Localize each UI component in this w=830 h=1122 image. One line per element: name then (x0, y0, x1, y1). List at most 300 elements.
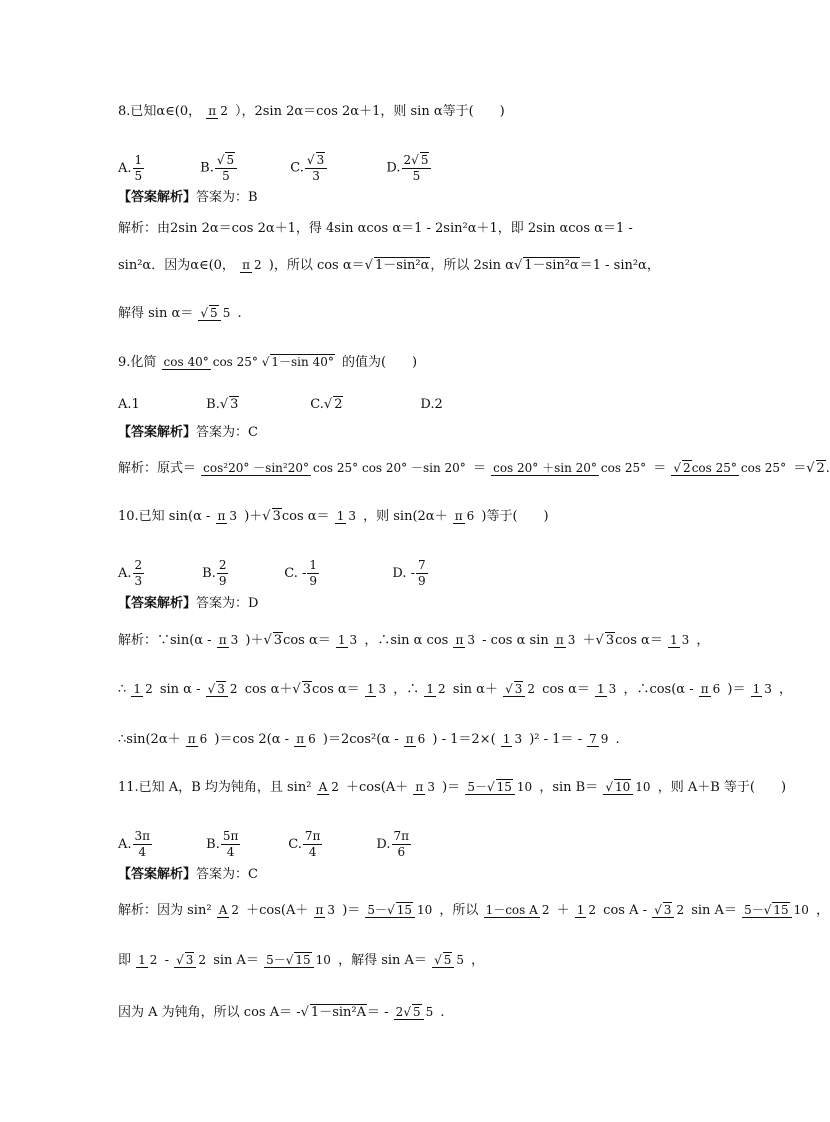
numerator: π (454, 509, 463, 523)
numerator: √ 5 (198, 306, 220, 321)
radicand: 15 (773, 903, 789, 917)
denominator: 10 (417, 903, 433, 917)
denominator: 10 (793, 903, 809, 917)
solution-text: - (164, 953, 169, 968)
radicand: 2 (683, 461, 691, 475)
fraction (174, 952, 208, 970)
denominator: 6 (397, 845, 406, 859)
solution-text: ，解得 sin A＝ (338, 953, 427, 968)
denominator: 3 (427, 780, 435, 794)
q8-option-b (200, 152, 286, 184)
denominator: 2 (229, 682, 238, 696)
denominator: 2 (676, 903, 685, 917)
radicand: 3 (316, 153, 325, 167)
numerator: 1 (138, 953, 146, 967)
numerator: 1 (337, 633, 346, 647)
denominator: 2 (220, 104, 228, 118)
radicand: 2 (816, 461, 825, 476)
q8-stem (118, 103, 505, 121)
option-label: A. (118, 566, 132, 581)
denominator: 3 (349, 633, 358, 647)
denominator: 2 (438, 682, 446, 696)
solution-text: ＋cos(A＋ (246, 903, 309, 918)
equals: ＝ (653, 461, 667, 476)
fraction (240, 257, 264, 275)
radicand: 1－sin²α (524, 258, 579, 273)
numerator: cos 20° ＋sin 20° (493, 461, 597, 475)
numerator: π (242, 258, 250, 272)
numerator: √ 10 (603, 780, 633, 795)
solution-text: . (615, 732, 620, 747)
numerator: 1 (576, 903, 585, 917)
denominator: 2 (588, 903, 597, 917)
numerator: 1 (502, 732, 511, 746)
fraction (465, 779, 534, 797)
denominator: 4 (226, 845, 235, 859)
numerator: 1 (366, 682, 375, 696)
num-text: 5－ (266, 953, 286, 967)
q8-option-a (118, 153, 196, 184)
num-text: 2 (395, 1005, 404, 1019)
solution-text: )＝2cos²(α - (322, 732, 399, 747)
option-label: C. (310, 397, 324, 412)
num-text: cos 25° (691, 461, 737, 475)
radicand: 1－sin²α (374, 258, 430, 273)
fraction (136, 952, 159, 970)
numerator: √ 3 (305, 152, 327, 169)
numerator: π (700, 682, 709, 696)
solution-text: ∴ (118, 682, 127, 697)
solution-text: sin²α．因为α∈(0， (118, 258, 235, 273)
q10-solution-line-2 (118, 681, 792, 699)
fraction (206, 681, 240, 699)
denominator: 3 (514, 732, 523, 746)
num-text: 5－ (367, 903, 388, 917)
solution-text: sin A＝ (213, 953, 259, 968)
radicand: 3 (663, 903, 672, 917)
q10-stem (118, 508, 549, 526)
fraction (575, 902, 598, 920)
option-label: A.1 (118, 397, 140, 412)
solution-text: )＝ (727, 682, 746, 697)
q10-solution-line-1 (118, 632, 709, 650)
solution-text: sin α - (159, 682, 201, 697)
numerator: π (555, 633, 564, 647)
q11-solution-line-1 (118, 902, 829, 920)
solution-text: )＝ (342, 903, 361, 918)
option-label: B. (206, 837, 220, 852)
q9-stem (118, 354, 417, 372)
denominator: 5 (456, 953, 465, 967)
numerator: 1 (752, 682, 761, 696)
numerator: 1－cos A (485, 903, 538, 917)
q9-solution (118, 460, 830, 478)
den-text: cos 25° (212, 355, 258, 369)
fraction (413, 779, 437, 797)
q11-answer (118, 866, 258, 884)
denominator: 6 (199, 732, 208, 746)
q8-options (118, 152, 432, 183)
solution-text: cos α＝ (283, 633, 331, 648)
fraction (133, 153, 145, 184)
numerator: 2√ 5 (402, 152, 432, 169)
q11-option-c (288, 829, 372, 860)
numerator: √ 3 (503, 682, 525, 697)
numerator: 2 (134, 558, 143, 572)
solution-text: ，∴ (393, 682, 420, 697)
radicand: 3 (272, 509, 281, 524)
fraction (221, 829, 241, 860)
fraction (335, 508, 358, 526)
solution-text: ， (471, 953, 485, 968)
answer-value: 答案为：C (196, 867, 258, 882)
radicand: 3 (273, 633, 283, 648)
denominator: 10 (635, 780, 651, 794)
fraction (336, 632, 359, 650)
numerator: A (318, 780, 328, 794)
answer-header: 【答案解析】 (118, 867, 197, 882)
numerator: cos 40° (163, 355, 209, 369)
numerator: 7π (393, 829, 410, 843)
denominator: 5 (412, 169, 421, 183)
fraction (162, 354, 337, 372)
denominator: 2 (253, 258, 262, 272)
numerator: √ 2cos 25° (673, 461, 737, 475)
fraction (303, 829, 323, 860)
q9-answer (118, 424, 258, 442)
numerator: √ 5 (432, 953, 454, 968)
radicand: 5 (210, 306, 218, 320)
numerator: π (315, 903, 324, 917)
numerator: 5－√ 15 (742, 903, 792, 918)
q9-stem-text: 9.化简 (118, 355, 157, 370)
fraction (133, 558, 145, 589)
radicand: 1－sin 40° (271, 355, 334, 369)
q9-options (118, 396, 443, 414)
numerator: π (415, 780, 424, 794)
solution-text: sin α＋ (452, 682, 498, 697)
denominator: 3 (230, 633, 239, 647)
fraction (453, 508, 477, 526)
radicand: 15 (295, 953, 311, 967)
sqrt: √ 3 (263, 633, 283, 648)
answer-value: 答案为：C (196, 425, 258, 440)
numerator: π (218, 633, 227, 647)
fraction (314, 902, 338, 920)
denominator: 5 (134, 168, 143, 183)
numerator: π (405, 732, 414, 746)
answer-header: 【答案解析】 (118, 425, 197, 440)
fraction (424, 681, 447, 699)
option-label: C. (290, 160, 304, 176)
numerator: √ 3 (174, 953, 196, 968)
denominator: 5 (222, 169, 230, 183)
solution-text: 因为 A 为钝角，所以 cos A＝ - (118, 1005, 301, 1020)
denominator: 2 (527, 682, 536, 696)
solution-text: - cos α sin (482, 633, 549, 648)
denominator: 3 (378, 682, 387, 696)
numerator: 2√ 5 (394, 1005, 424, 1020)
num-text: 5－ (744, 903, 764, 917)
numerator: cos²20° －sin²20° (203, 461, 309, 475)
fraction (652, 902, 686, 920)
solution-text: )² - 1＝ - (529, 732, 582, 747)
numerator: √ 3 (652, 903, 674, 918)
denominator: cos 25° cos 20° －sin 20° (312, 461, 466, 475)
numerator: A (218, 903, 228, 917)
q9-option-a (118, 396, 202, 414)
denominator: 2 (331, 780, 339, 794)
denominator: cos 25° (740, 461, 787, 475)
denominator: 9 (218, 574, 227, 588)
q11-stem-text: ，则 A＋B 等于( ) (657, 780, 787, 795)
solution-text: ， (816, 903, 830, 918)
fraction (365, 902, 434, 920)
numerator: 5－√ 15 (365, 903, 415, 918)
fraction (206, 103, 230, 121)
q10-stem-text: cos α＝ (281, 509, 330, 524)
solution-text: ， (696, 633, 710, 648)
solution-text: ＝1 - sin²α， (579, 258, 660, 273)
q8-stem-text: 8.已知α∈(0， (118, 104, 202, 119)
denominator: 6 (466, 509, 475, 523)
fraction (392, 829, 412, 860)
option-label: A. (118, 837, 132, 852)
q11-solution-line-3 (118, 1004, 445, 1022)
numerator: π (208, 104, 217, 118)
option-label: D. (376, 837, 391, 852)
denominator: 3 (229, 509, 238, 523)
option-label: B. (200, 160, 214, 176)
radicand: 3 (605, 633, 615, 648)
fraction (186, 731, 210, 749)
solution-text: ＝ - (367, 1005, 389, 1020)
radicand: 3 (514, 682, 523, 696)
denominator: 4 (138, 845, 147, 859)
radicand: 15 (396, 903, 412, 917)
solution-text: 即 (118, 953, 132, 968)
numerator: √ 5 (215, 152, 237, 169)
solution-text: ＋ (582, 633, 596, 648)
solution-text: 解得 sin α＝ (118, 306, 194, 321)
fraction (416, 558, 428, 589)
fraction (751, 681, 774, 699)
q10-stem-text: ，则 sin(2α＋ (363, 509, 448, 524)
numerator: 5－√ 15 (264, 953, 314, 968)
fraction (217, 558, 229, 589)
fraction (503, 681, 537, 699)
denominator: 2 (198, 953, 207, 967)
radicand: 3 (230, 397, 239, 412)
radicand: 10 (615, 780, 631, 794)
fraction (453, 632, 477, 650)
num-text: 5－ (467, 780, 487, 794)
fraction (595, 681, 618, 699)
fraction (217, 902, 241, 920)
q10-stem-text: )等于( ) (481, 509, 549, 524)
q8-solution-line-3 (118, 305, 242, 323)
numerator: 7 (589, 732, 597, 746)
radicand: 5 (420, 153, 429, 167)
sqrt: √ 3 (595, 633, 615, 648)
radicand: 5 (443, 953, 452, 967)
solution-text: 解析：原式＝ (118, 461, 197, 476)
denominator: 3 (348, 509, 356, 523)
radicand: 3 (217, 682, 225, 696)
solution-text: . (825, 461, 830, 476)
q8-option-d (386, 152, 432, 184)
solution-text: cos α＝ (542, 682, 590, 697)
radicand: 3 (185, 953, 194, 967)
solution-text: cos α＋ (244, 682, 293, 697)
solution-text: ，所以 (439, 903, 479, 918)
solution-text: cos α＝ (615, 633, 663, 648)
numerator: 1 (669, 633, 678, 647)
numerator: 7π (304, 829, 321, 843)
denominator: 6 (712, 682, 721, 696)
q11-stem-text: )＝ (442, 780, 461, 795)
q10-option-b (202, 558, 280, 589)
q10-option-d (392, 558, 428, 589)
option-label: D. - (392, 566, 416, 581)
solution-text: ＋ (556, 903, 570, 918)
denominator: 3 (681, 633, 690, 647)
denominator: 5 (425, 1005, 434, 1019)
q11-solution-line-2 (118, 952, 484, 970)
numerator: 1 (426, 682, 435, 696)
fraction (484, 902, 552, 920)
denominator: 3 (327, 903, 336, 917)
solution-text: )＝cos 2(α - (214, 732, 290, 747)
q11-options (118, 829, 412, 859)
sqrt: √ 3 (262, 509, 281, 524)
answer-header: 【答案解析】 (118, 190, 197, 205)
option-label: D.2 (420, 397, 443, 412)
q8-solution-line-2 (118, 257, 660, 275)
option-label: B. (206, 397, 220, 412)
q10-option-a (118, 558, 198, 589)
fraction (671, 460, 788, 478)
fraction (404, 731, 428, 749)
numerator: √ 3 (206, 682, 228, 697)
solution-text: ，∴sin α cos (364, 633, 449, 648)
solution-text: ) - 1＝2×( (432, 732, 496, 747)
q11-stem (118, 779, 786, 797)
denominator: 10 (315, 953, 331, 967)
fraction (432, 952, 466, 970)
answer-value: 答案为：D (196, 596, 259, 611)
q11-stem-text: ＋cos(A＋ (346, 780, 409, 795)
option-label: A. (118, 160, 132, 176)
fraction (294, 731, 318, 749)
solution-text: 解析：因为 sin² (118, 903, 212, 918)
fraction (215, 152, 237, 184)
numerator: 1 (309, 558, 318, 572)
numerator: π (296, 732, 305, 746)
coefficient: 2 (403, 153, 412, 167)
option-label: C. - (284, 566, 307, 581)
fraction (217, 632, 241, 650)
denominator: 6 (308, 732, 316, 746)
denominator: 2 (541, 903, 550, 917)
numerator: 1 (133, 682, 142, 696)
denominator: 4 (308, 845, 317, 859)
denominator: 3 (567, 633, 576, 647)
fraction (198, 305, 232, 323)
answer-value: 答案为：B (196, 190, 258, 205)
q10-solution-line-3 (118, 731, 620, 749)
numerator: π (455, 633, 464, 647)
fraction (402, 152, 432, 184)
option-label: B. (202, 566, 216, 581)
fraction (699, 681, 723, 699)
numerator: 3π (134, 829, 151, 843)
denominator: 3 (764, 682, 772, 696)
radicand: 1－sin²A (310, 1005, 366, 1020)
q11-option-a (118, 829, 202, 860)
radicand: 2 (334, 397, 343, 412)
solution-text: . (237, 306, 242, 321)
q8-answer (118, 189, 258, 207)
fraction (365, 681, 388, 699)
fraction (491, 460, 648, 478)
numerator: 1 (336, 509, 345, 523)
q11-option-d (376, 829, 412, 860)
denominator: 3 (134, 574, 143, 588)
denominator: 9 (309, 574, 318, 588)
option-label: D. (386, 160, 401, 176)
solution-text: sin A＝ (691, 903, 737, 918)
fraction (668, 632, 691, 650)
equals: ＝ (472, 461, 486, 476)
q10-option-c (284, 558, 388, 589)
solution-text: cos A - (603, 903, 647, 918)
fraction (201, 460, 468, 478)
numerator: π (217, 509, 226, 523)
denominator: cos 25° √ 1－sin 40° (212, 355, 334, 369)
equals: ＝ (793, 461, 807, 476)
sqrt: √ 1－sin²α (513, 258, 579, 273)
numerator: 2 (218, 558, 227, 572)
numerator: 5π (222, 829, 239, 843)
numerator: π (187, 732, 196, 746)
solution-text: )＋ (245, 633, 264, 648)
numerator: 1 (134, 152, 143, 167)
sqrt: √ 1－sin²A (300, 1005, 366, 1020)
denominator: 3 (608, 682, 617, 696)
solution-text: . (440, 1005, 445, 1020)
solution-text: ∴sin(2α＋ (118, 732, 181, 747)
sqrt: √ 1－sin²α (364, 258, 430, 273)
q9-option-b: B.√ 3 (206, 397, 239, 412)
radicand: 5 (412, 1005, 421, 1019)
numerator: 5－√ 15 (465, 780, 515, 795)
denominator: 5 (222, 306, 231, 320)
denominator: 2 (231, 903, 239, 917)
fraction (216, 508, 240, 526)
q10-stem-text: )＋ (244, 509, 263, 524)
q11-stem-text: ，sin B＝ (539, 780, 599, 795)
q11-option-b (206, 829, 284, 860)
numerator: 7 (418, 558, 426, 572)
q10-stem-text: 10.已知 sin(α - (118, 509, 211, 524)
q9-option-c: C.√ 2 (310, 397, 343, 412)
sqrt: √ 3 (292, 682, 311, 697)
fraction (501, 731, 524, 749)
answer-header: 【答案解析】 (118, 596, 197, 611)
option-label: C. (288, 837, 302, 852)
fraction (264, 952, 333, 970)
